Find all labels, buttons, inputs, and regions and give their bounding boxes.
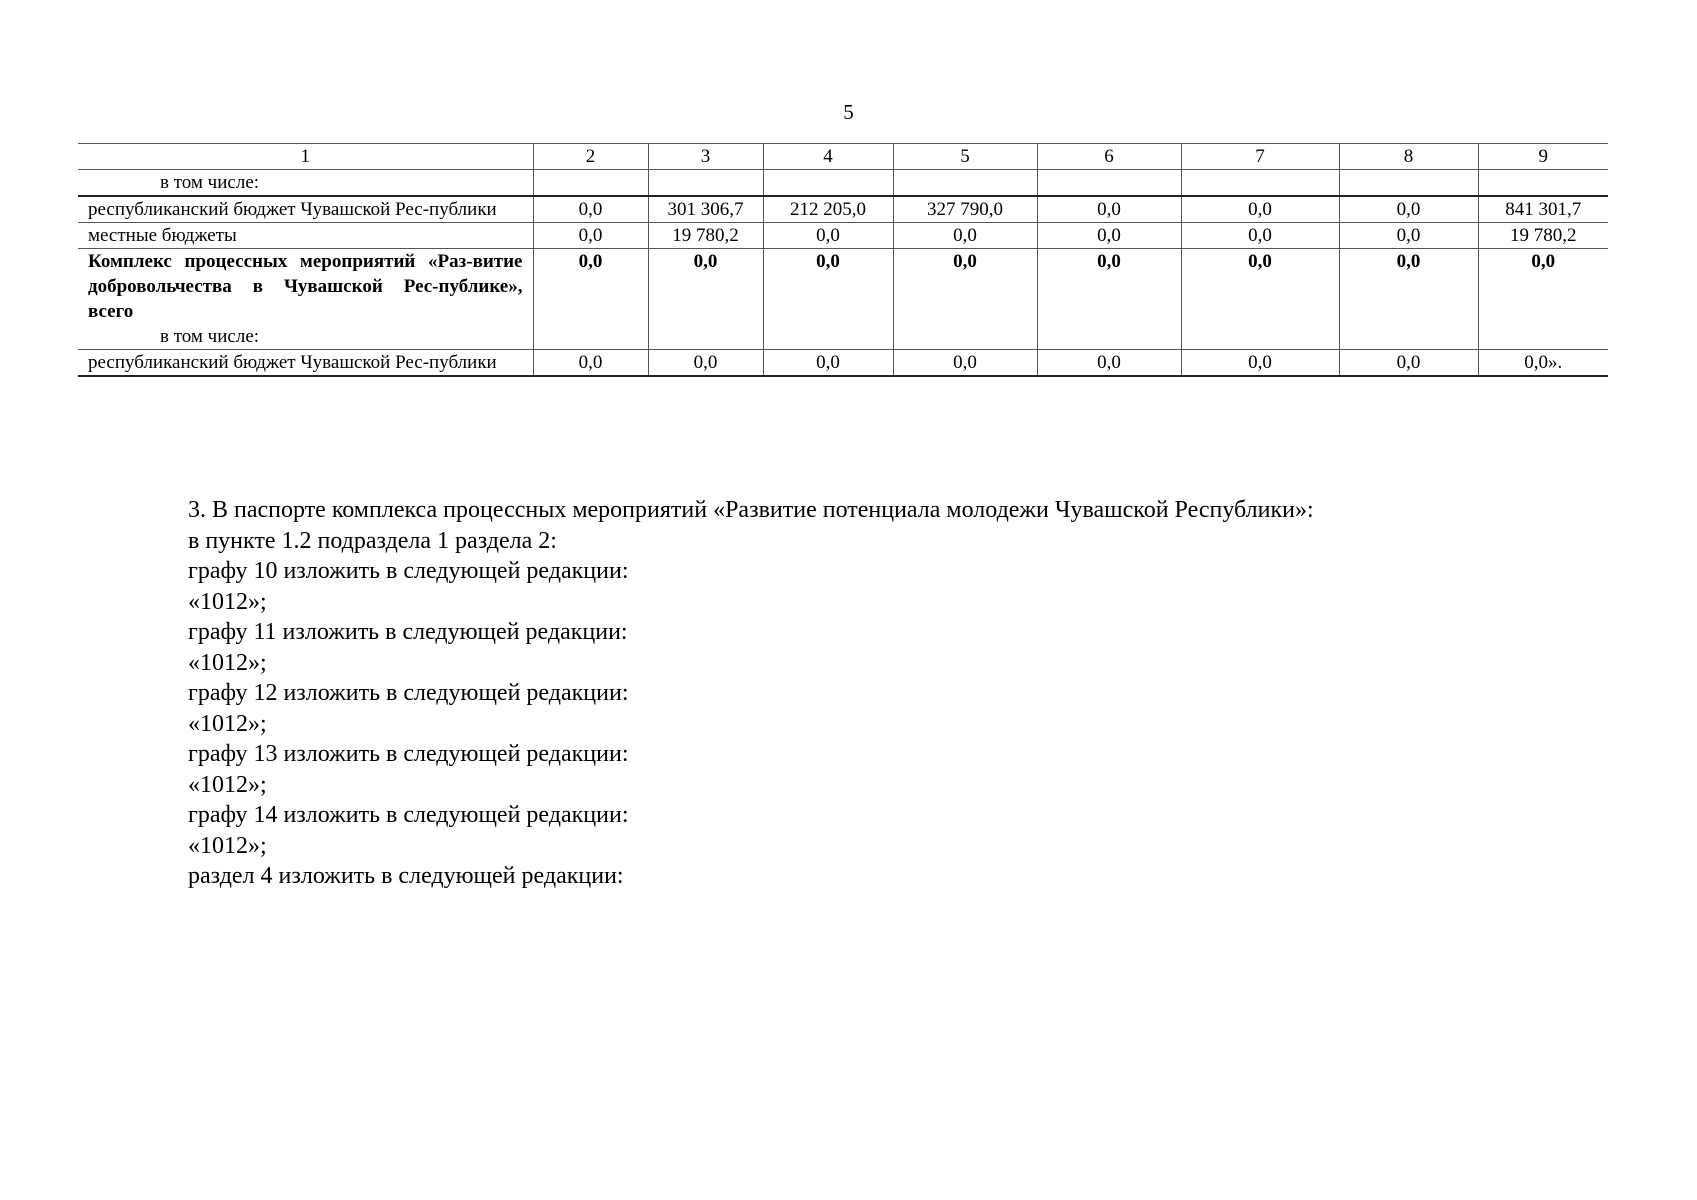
row-label [78, 249, 533, 350]
header-cell: 7 [1181, 144, 1339, 170]
table-cell: 0,0 [893, 350, 1037, 377]
table-row [78, 170, 1608, 197]
table-row [78, 223, 1608, 249]
table-cell: 212 205,0 [763, 196, 893, 223]
table-cell: 19 780,2 [1478, 223, 1608, 249]
paragraph: графу 13 изложить в следующей редакции: [188, 741, 629, 767]
table-cell [648, 170, 763, 197]
table-cell: 0,0 [1478, 249, 1608, 350]
header-cell: 4 [763, 144, 893, 170]
header-cell: 6 [1037, 144, 1181, 170]
table-header-row [78, 144, 1608, 170]
row-label [78, 170, 533, 197]
table-cell: 0,0 [648, 350, 763, 377]
row-sublabel: в том числе: [160, 326, 260, 347]
table-row [78, 249, 1608, 350]
table-cell [1037, 170, 1181, 197]
table-cell: 0,0 [533, 223, 648, 249]
table-cell [1339, 170, 1478, 197]
paragraph: «1012»; [188, 832, 267, 859]
table-cell: 0,0 [1339, 249, 1478, 350]
row-label: республиканский бюджет Чувашской Рес-публики [78, 350, 533, 377]
paragraph: 3. В паспорте комплекса процессных мероприятий «Развитие потенциала молодежи Чувашской Республики»: [188, 497, 1314, 523]
paragraph: в пункте 1.2 подраздела 1 раздела 2: [188, 527, 557, 554]
table-cell [1478, 170, 1608, 197]
table-cell: 0,0 [1037, 223, 1181, 249]
table-cell [1181, 170, 1339, 197]
header-cell: 9 [1478, 144, 1608, 170]
table-row [78, 196, 1608, 223]
table-cell: 0,0 [533, 196, 648, 223]
table-cell: 0,0 [533, 249, 648, 350]
table-cell: 0,0 [763, 249, 893, 350]
header-cell: 8 [1339, 144, 1478, 170]
table-row [78, 350, 1608, 377]
table-cell: 0,0». [1478, 350, 1608, 377]
table-cell: 0,0 [1037, 196, 1181, 223]
header-cell: 3 [648, 144, 763, 170]
row-label-text: Комплекс процессных мероприятий «Раз-витие добровольчества в Чувашской Рес-публике», всего [88, 251, 523, 322]
paragraph: раздел 4 изложить в следующей редакции: [188, 863, 624, 889]
header-cell: 2 [533, 144, 648, 170]
paragraph: «1012»; [188, 710, 267, 737]
table-cell: 327 790,0 [893, 196, 1037, 223]
row-label: республиканский бюджет Чувашской Рес-публики [78, 196, 533, 223]
table-cell: 0,0 [1037, 249, 1181, 350]
paragraph: «1012»; [188, 771, 267, 798]
table-cell: 0,0 [893, 223, 1037, 249]
budget-table [78, 143, 1608, 377]
table-cell: 0,0 [1181, 196, 1339, 223]
table-cell [533, 170, 648, 197]
paragraph: графу 12 изложить в следующей редакции: [188, 680, 629, 706]
table-cell: 0,0 [1181, 249, 1339, 350]
header-cell: 1 [78, 144, 533, 170]
table-cell: 0,0 [893, 249, 1037, 350]
table-cell: 19 780,2 [648, 223, 763, 249]
table-cell: 0,0 [1037, 350, 1181, 377]
table-cell: 301 306,7 [648, 196, 763, 223]
page-number: 5 [843, 100, 854, 124]
table-cell [763, 170, 893, 197]
table-cell: 0,0 [1339, 223, 1478, 249]
table-cell: 0,0 [1339, 350, 1478, 377]
body-text [188, 495, 1588, 892]
header-cell: 5 [893, 144, 1037, 170]
paragraph: графу 10 изложить в следующей редакции: [188, 558, 629, 584]
table-cell: 0,0 [763, 223, 893, 249]
paragraph: «1012»; [188, 649, 267, 676]
table-cell: 0,0 [533, 350, 648, 377]
table-cell: 0,0 [763, 350, 893, 377]
table-cell: 0,0 [1181, 223, 1339, 249]
paragraph: графу 14 изложить в следующей редакции: [188, 802, 629, 828]
table-cell: 841 301,7 [1478, 196, 1608, 223]
row-sublabel: в том числе: [160, 172, 260, 193]
table-cell: 0,0 [648, 249, 763, 350]
table-cell: 0,0 [1181, 350, 1339, 377]
table-cell: 0,0 [1339, 196, 1478, 223]
row-label: местные бюджеты [78, 223, 533, 249]
table-cell [893, 170, 1037, 197]
paragraph: «1012»; [188, 588, 267, 615]
paragraph: графу 11 изложить в следующей редакции: [188, 619, 628, 645]
